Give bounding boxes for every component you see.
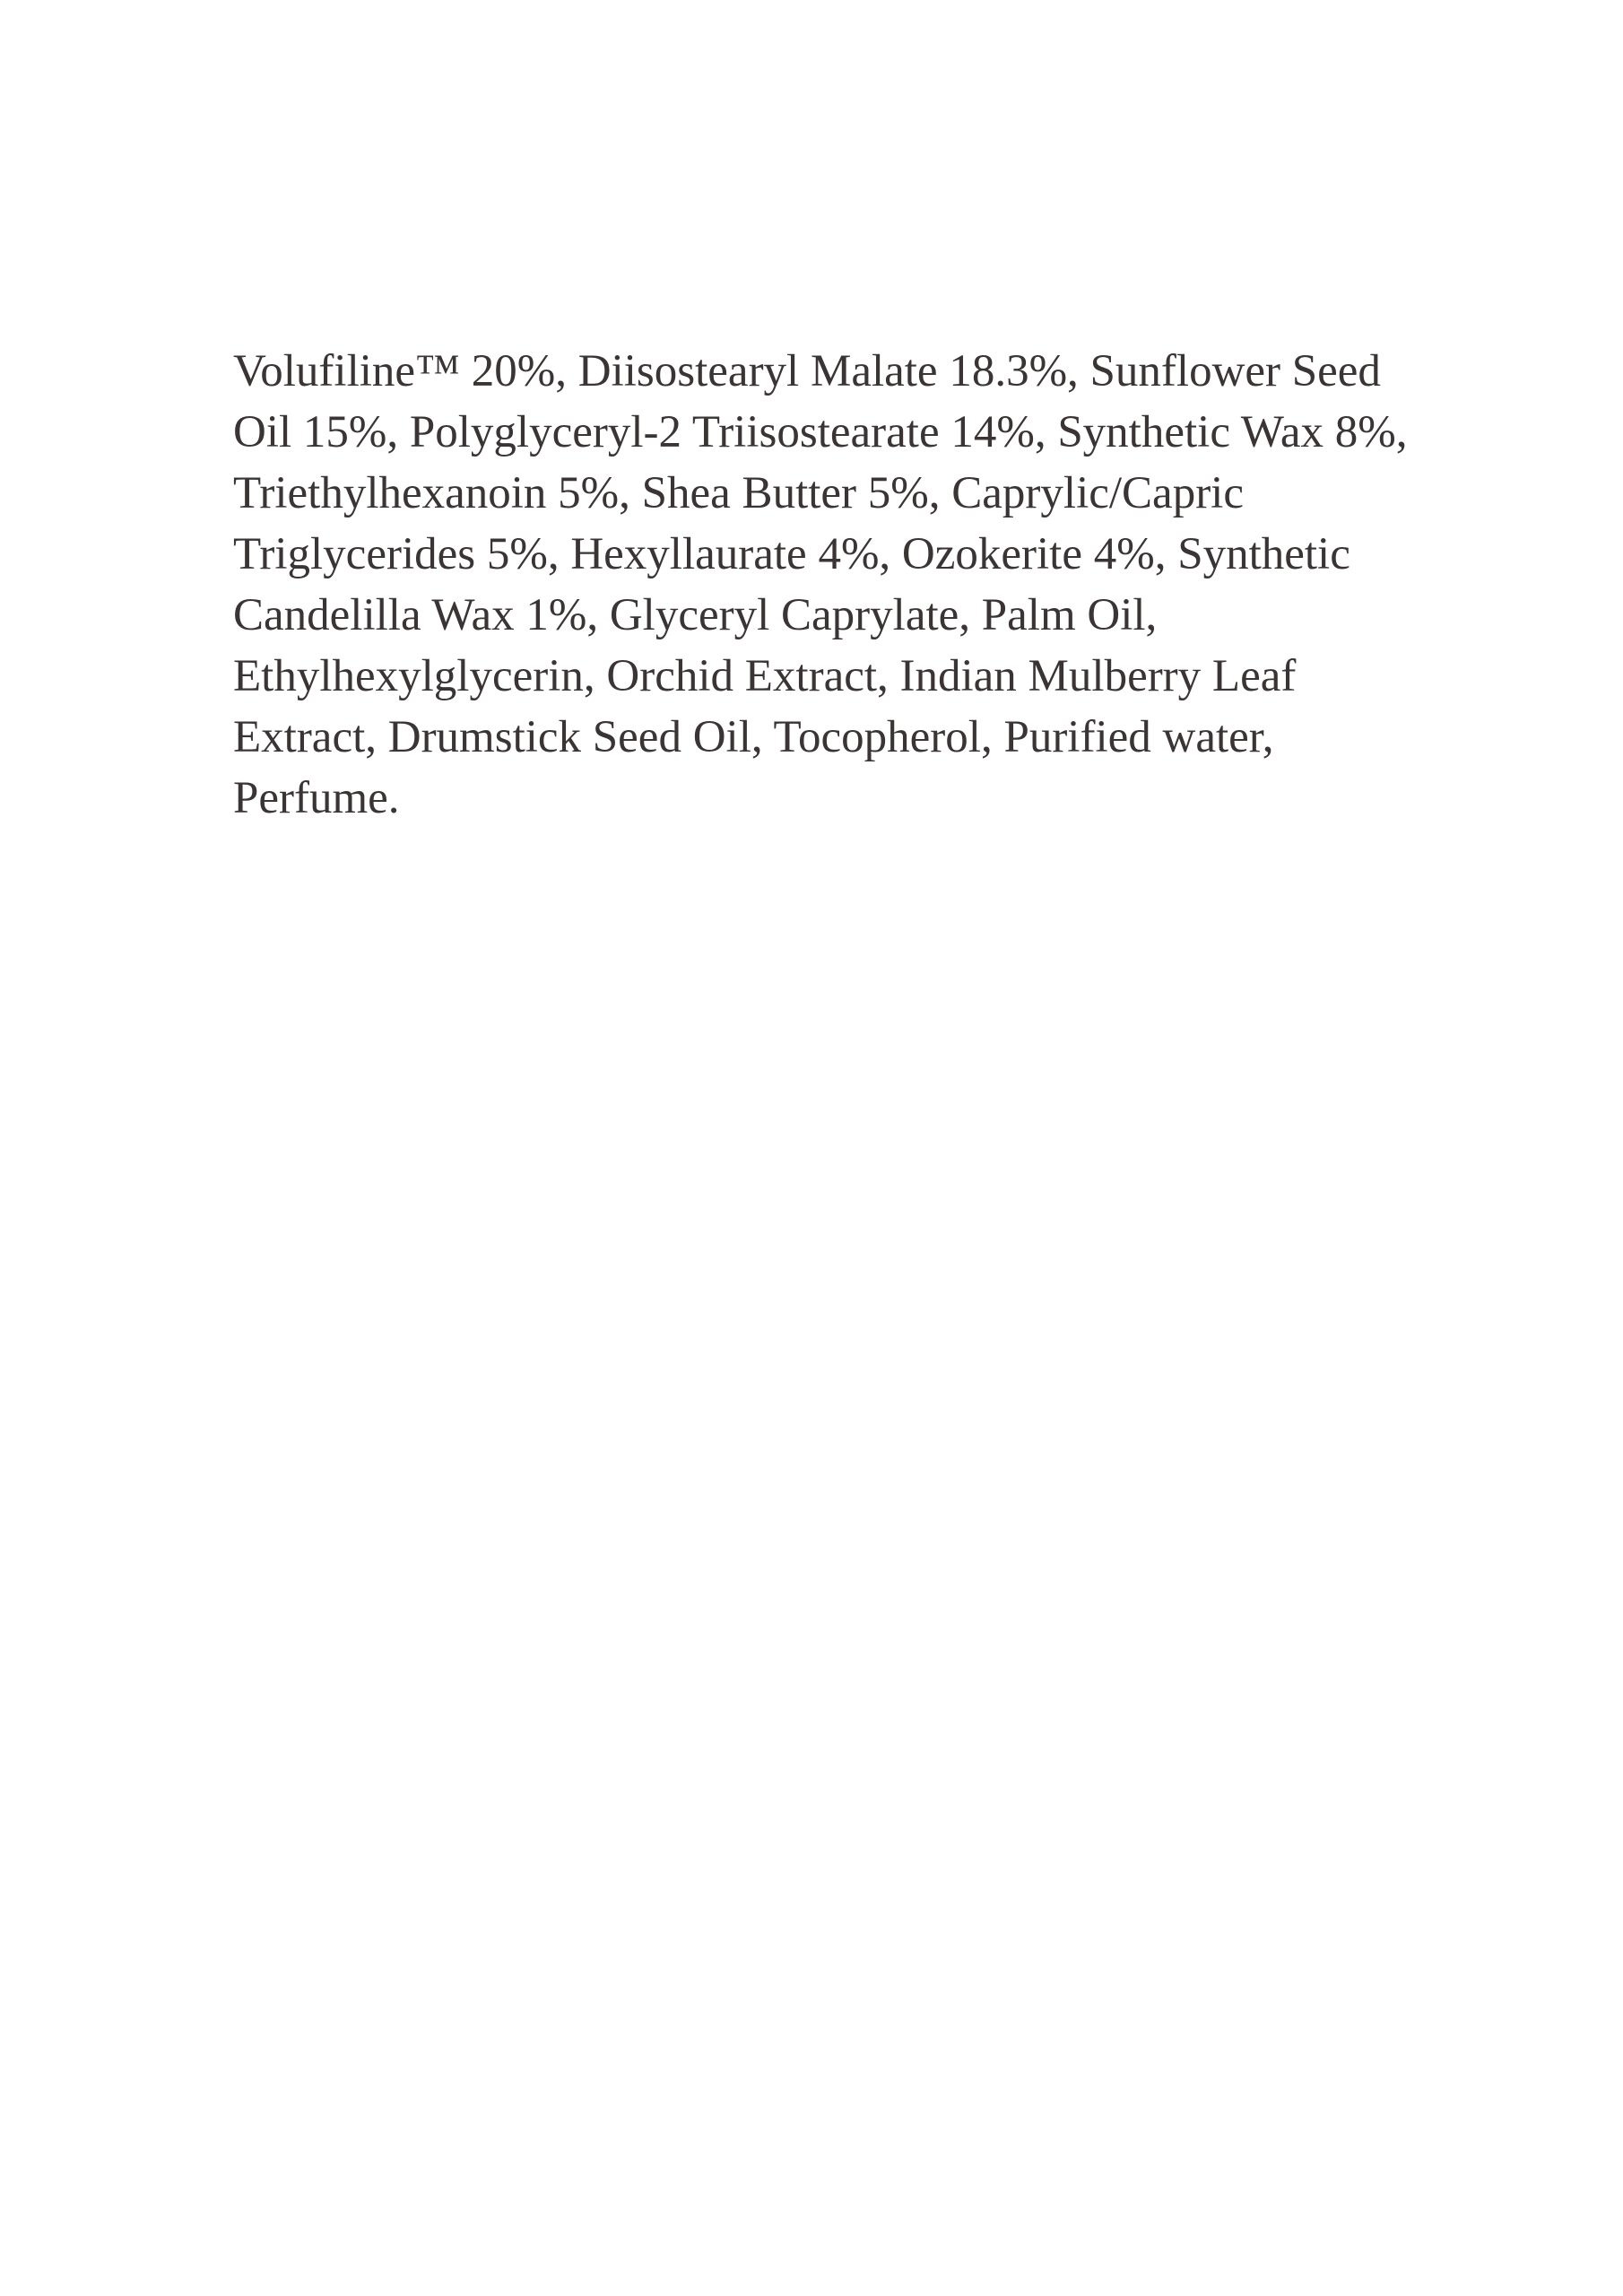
ingredients-line: Ethylhexylglycerin, Orchid Extract, Indian Mulberry Leaf	[233, 651, 1297, 701]
ingredients-line: Oil 15%, Polyglyceryl-2 Triisostearate 14%, Synthetic Wax 8%,	[233, 407, 1408, 457]
ingredients-line: Candelilla Wax 1%, Glyceryl Caprylate, Palm Oil,	[233, 590, 1158, 640]
ingredients-line: Triglycerides 5%, Hexyllaurate 4%, Ozokerite 4%, Synthetic	[233, 529, 1350, 579]
ingredients-line: Triethylhexanoin 5%, Shea Butter 5%, Caprylic/Capric	[233, 468, 1244, 518]
ingredients-line: Volufiline™ 20%, Diisostearyl Malate 18.3%, Sunflower Seed	[233, 346, 1381, 396]
ingredients-list	[233, 341, 1524, 829]
ingredients-line: Perfume.	[233, 773, 400, 823]
ingredients-line: Extract, Drumstick Seed Oil, Tocopherol, Purified water,	[233, 712, 1274, 762]
